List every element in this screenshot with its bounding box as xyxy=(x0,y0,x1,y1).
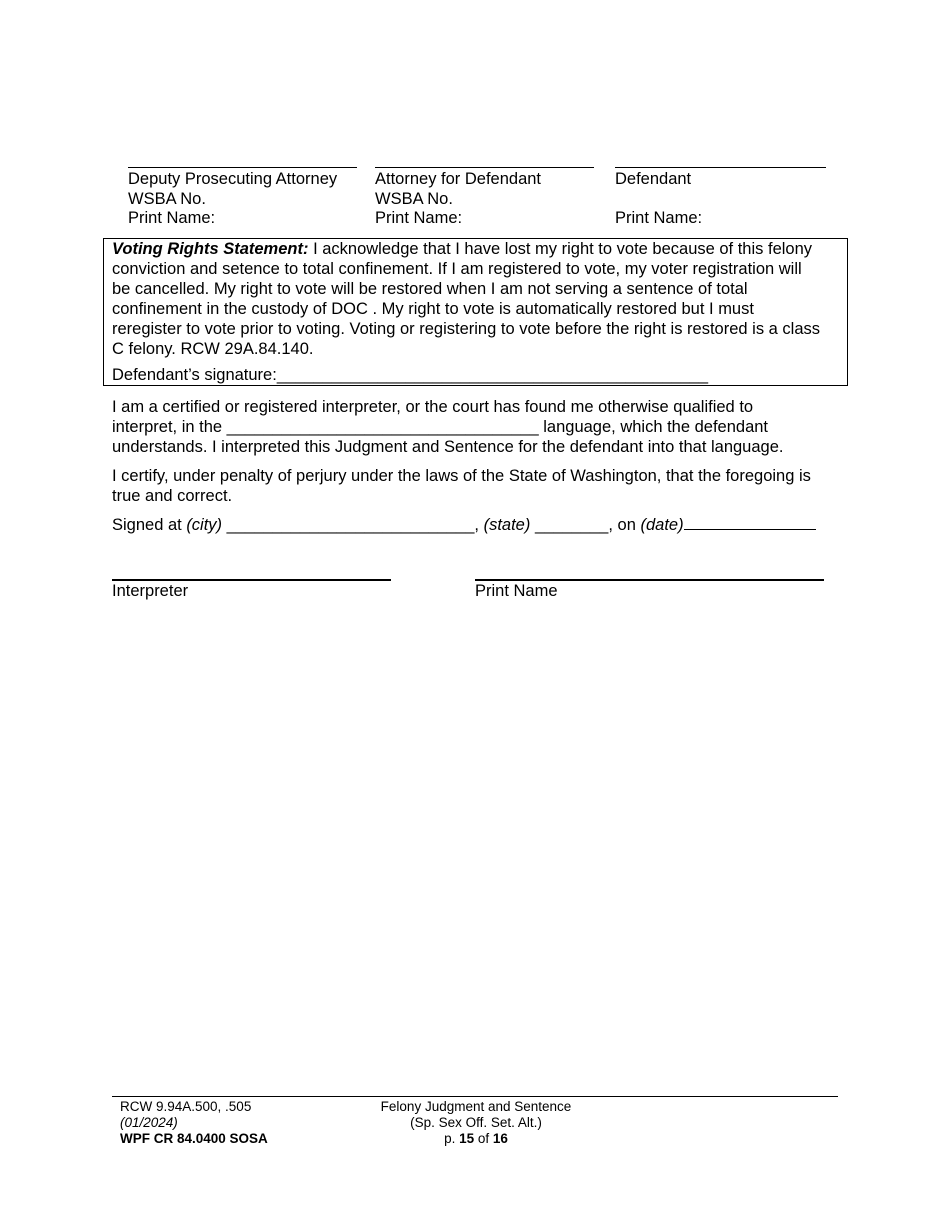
voting-line: confinement in the custody of DOC . My right to vote is automatically restored but I must xyxy=(112,300,754,318)
date-label: (date) xyxy=(640,516,684,534)
language-blank[interactable]: __________________________________ xyxy=(226,418,539,436)
prosecutor-signature-line xyxy=(128,167,357,168)
signed-at-line xyxy=(112,514,816,536)
interpreter-line: interpret, in the xyxy=(112,418,227,436)
footer-doc-subtitle: (Sp. Sex Off. Set. Alt.) xyxy=(410,1115,542,1130)
certification-statement xyxy=(112,466,850,506)
voting-line: reregister to vote prior to voting. Voting or registering to vote before the right is restored is a class xyxy=(112,320,821,338)
defense-signature-line xyxy=(375,167,594,168)
footer-rcw: RCW 9.94A.500, .505 xyxy=(120,1099,252,1114)
voting-rights-statement xyxy=(112,239,850,359)
page-total: 16 xyxy=(492,1131,508,1146)
certify-line: I certify, under penalty of perjury under the laws of the State of Washington, that the foregoing is xyxy=(112,467,811,485)
state-blank[interactable]: ________ xyxy=(530,516,609,534)
voting-rights-heading: Voting Rights Statement: xyxy=(112,240,309,258)
footer-page-number xyxy=(376,1131,576,1147)
defense-wsba: WSBA No. xyxy=(375,190,453,208)
voting-line: be cancelled. My right to vote will be restored when I am not serving a sentence of total xyxy=(112,280,748,298)
print-name-label: Print Name xyxy=(475,582,558,600)
defendant-print-name: Print Name: xyxy=(615,209,703,227)
defendant-signature-blank[interactable]: _______________________________________________ xyxy=(276,366,709,384)
interpreter-signature-line[interactable] xyxy=(112,579,391,581)
city-blank[interactable]: ___________________________ xyxy=(222,516,475,534)
prosecutor-wsba: WSBA No. xyxy=(128,190,206,208)
signed-separator: , on xyxy=(608,516,641,534)
defendant-signature-label: Defendant’s signature: xyxy=(112,366,277,384)
voting-line: I acknowledge that I have lost my right to vote because of this felony xyxy=(308,240,813,258)
certify-line: true and correct. xyxy=(112,487,233,505)
defense-print-name: Print Name: xyxy=(375,209,463,227)
page-prefix: p. xyxy=(444,1131,460,1146)
page-of: of xyxy=(474,1131,493,1146)
signed-separator: , xyxy=(474,516,484,534)
defense-title: Attorney for Defendant xyxy=(375,170,542,188)
footer-doc-title: Felony Judgment and Sentence xyxy=(380,1099,572,1114)
defendant-signature-field[interactable] xyxy=(112,366,708,386)
page-current: 15 xyxy=(459,1131,475,1146)
interpreter-statement xyxy=(112,397,850,457)
interpreter-label: Interpreter xyxy=(112,582,189,600)
date-blank[interactable] xyxy=(684,514,816,530)
signed-prefix: Signed at xyxy=(112,516,187,534)
interpreter-print-name-line[interactable] xyxy=(475,579,824,581)
state-label: (state) xyxy=(483,516,531,534)
defendant-signature-line xyxy=(615,167,826,168)
interpreter-line: understands. I interpreted this Judgment and Sentence for the defendant into that language. xyxy=(112,438,784,456)
footer-form-number: WPF CR 84.0400 SOSA xyxy=(120,1131,268,1146)
voting-line: C felony. RCW 29A.84.140. xyxy=(112,340,314,358)
city-label: (city) xyxy=(186,516,223,534)
footer-form-date: (01/2024) xyxy=(120,1115,178,1130)
prosecutor-title: Deputy Prosecuting Attorney xyxy=(128,170,338,188)
interpreter-line: language, which the defendant xyxy=(538,418,769,436)
footer-rule xyxy=(112,1096,838,1097)
voting-line: conviction and setence to total confinement. If I am registered to vote, my voter registration will xyxy=(112,260,802,278)
interpreter-line: I am a certified or registered interpreter, or the court has found me otherwise qualified to xyxy=(112,398,754,416)
prosecutor-print-name: Print Name: xyxy=(128,209,216,227)
defendant-title: Defendant xyxy=(615,170,692,188)
